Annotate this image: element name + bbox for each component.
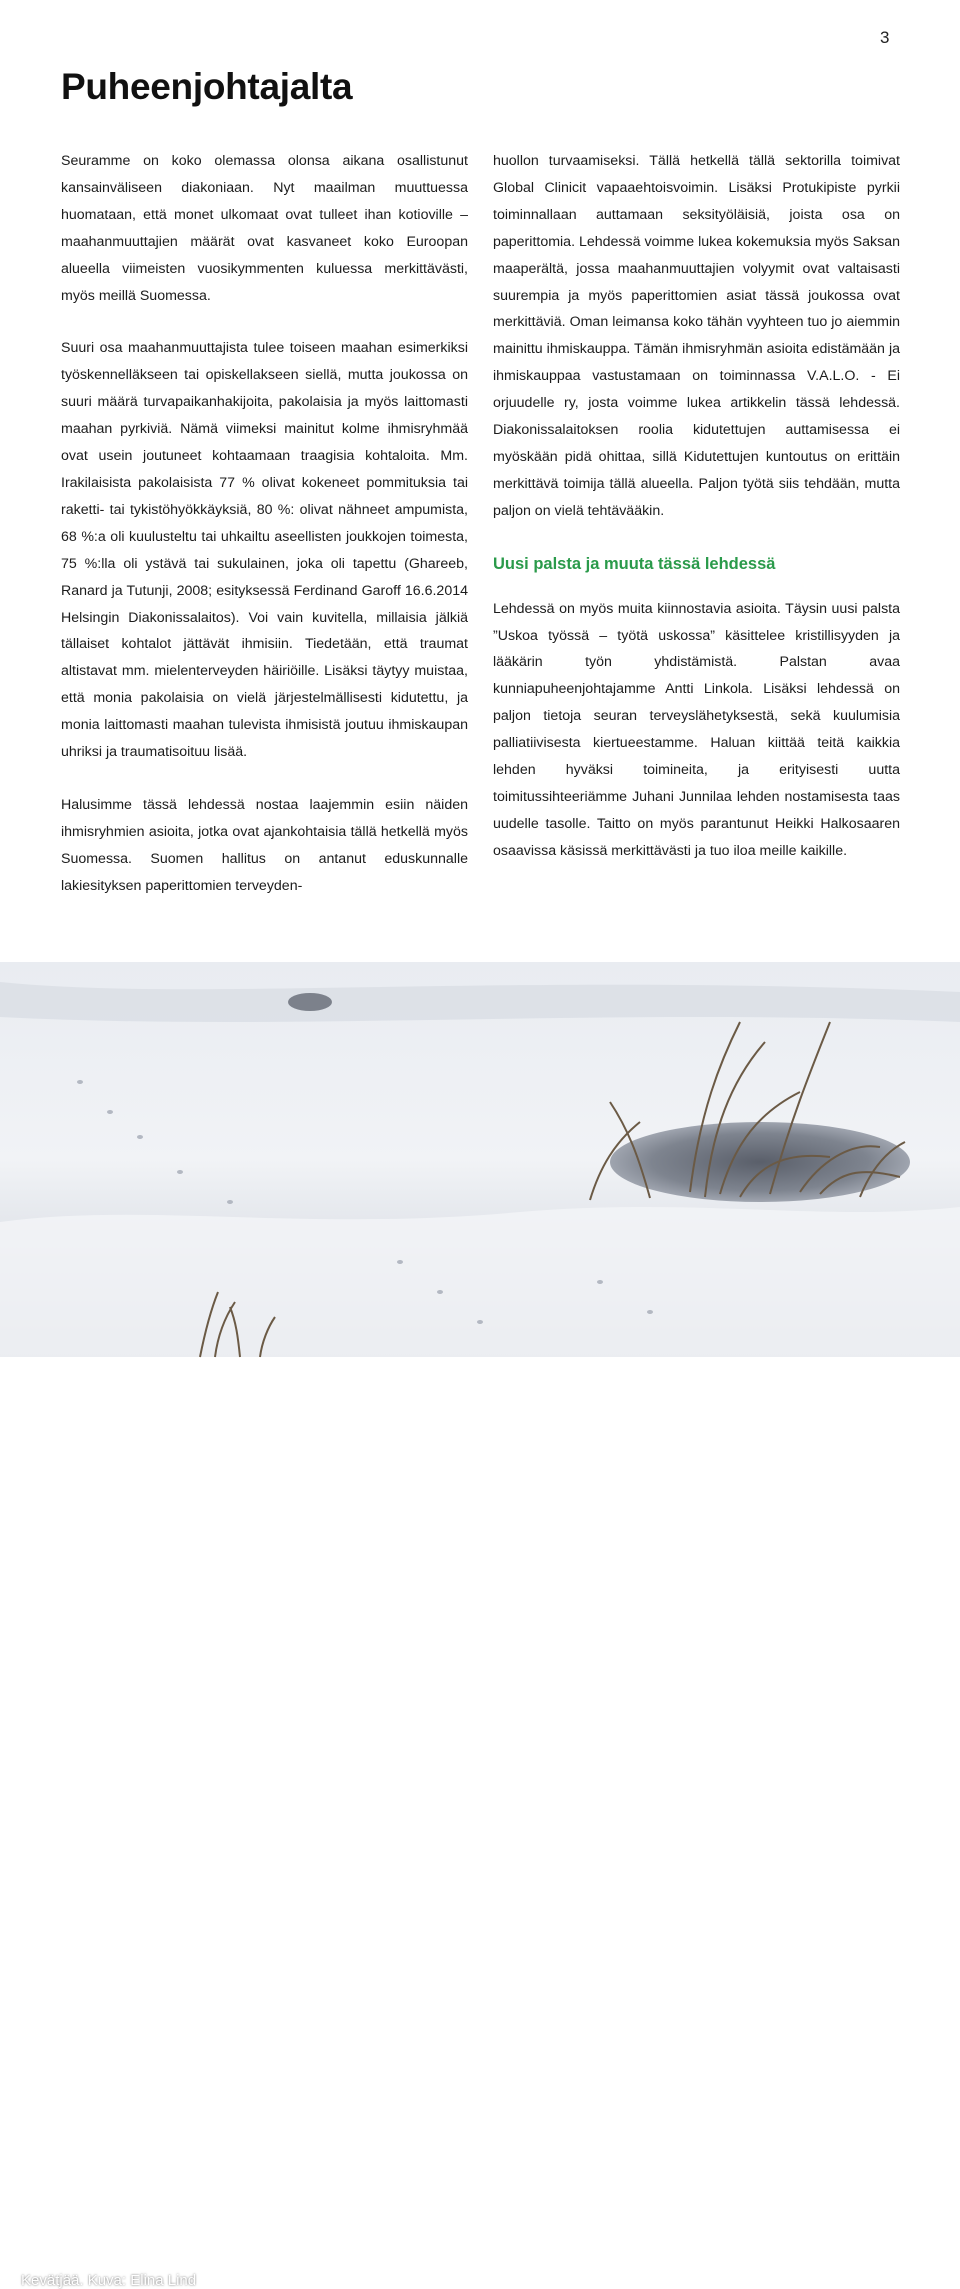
paragraph-continuation: huollon turvaamiseksi. Tällä hetkellä tällä sektorilla toimivat Global Clinicit vapaaehtoisvoimin. Lisäksi Protukipiste pyrkii toiminnallaan auttamaan seksityöläisiä, joista osa on paperittomia. Lehdessä voimme lukea kokemuksia myös Saksan maaperältä, jossa maahanmuuttajien volyymit ovat valtaisasti suurempia ja myös paperittomien asiat tässä joukossa ovat merkittäviä. Oman leimansa koko tähän vyyhteen tuo jo aiemmin mainittu ihmiskauppa. Tämän ihmisryhmän asioita edistämään ja ihmiskauppaa vastustamaan on toiminnassa V.A.L.O. - Ei orjuudelle ry, josta voimme lukea artikkelin tässä lehdessä. Diakonissalaitoksen roolia kidutettujen auttamisessa ei myöskään pidä ohittaa, sillä Kidutettujen kuntoutus on erittäin merkittävä toimija tällä alueella. Paljon työtä siis tehdään, mutta paljon on vielä tehtävääkin. bbox=[493, 153, 900, 519]
paragraph-new-column: Lehdessä on myös muita kiinnostavia asioita. Täysin uusi palsta ”Uskoa työssä – työtä uskossa” käsittelee kristillisyyden ja lääkärin työn yhdistämistä. Palstan avaa kunniapuheenjohtajamme Antti Linkola. Lisäksi lehdessä on paljon tietoja seuran terveyslähetyksestä, sekä kuulumisia palliatiivisesta kiertueestamme. Haluan kiittää teitä kaikkia lehden hyväksi toimineita, ja erityisesti uutta toimitussihteeriämme Juhani Junnilaa lehden nostamisesta taas uudelle tasolle. Taitto on myös parantunut Heikki Halkosaaren osaavissa käsissä merkittävästi ja tuo iloa meille kaikille. bbox=[493, 600, 900, 859]
section-heading: Uusi palsta ja muuta tässä lehdessä bbox=[493, 554, 776, 573]
paragraph-intro: Seuramme on koko olemassa olonsa aikana osallistunut kansainväliseen diakoniaan. Nyt maailman muuttuessa huomataan, että monet ulkomaat ovat tulleet ihan kotioville – maahanmuuttajien määrät ovat kasvaneet koko Euroopan alueella viimeisten vuosikymmenten kuluessa merkittävästi, myös meillä Suomessa. bbox=[61, 153, 468, 304]
page-number: 3 bbox=[880, 28, 890, 47]
photo-caption: Kevätjää. Kuva: Elina Lind bbox=[21, 2272, 197, 2289]
photo-illustration bbox=[0, 962, 960, 1357]
ice-hole bbox=[610, 1122, 910, 1202]
snow-foreground bbox=[0, 1207, 960, 1357]
left-column bbox=[61, 148, 468, 900]
small-ice-patch bbox=[288, 993, 332, 1011]
photo-frozen-pond bbox=[0, 962, 960, 2289]
page-title: Puheenjohtajalta bbox=[61, 66, 353, 107]
paragraph-issue-focus: Halusimme tässä lehdessä nostaa laajemmin esiin näiden ihmisryhmien asioita, jotka ovat ajankohtaisia tällä hetkellä myös Suomessa. Suomen hallitus on antanut eduskunnalle lakiesityksen paperittomien terveyden- bbox=[61, 796, 468, 894]
right-column bbox=[493, 148, 900, 865]
paragraph-refugees: Suuri osa maahanmuuttajista tulee toiseen maahan esimerkiksi työskennelläkseen tai opiskellakseen siellä, mutta joukossa on suuri määrä turvapaikanhakijoita, pakolaisia ja myös laittomasti maahan pyrkiviä. Nämä viimeksi mainitut kolme ihmisryhmää ovat usein joutuneet kohtaamaan traagisia kohtaloita. Mm. Irakilaisista pakolaisista 77 % olivat kokeneet pommituksia tai raketti- tai tykistöhyökkäyksiä, 80 %: olivat nähneet ampumista, 68 %:a oli kuulusteltu tai uhkailtu aseellisten joukkojen toimesta, 75 %:lla oli ystävä tai sukulainen, joka oli tapettu (Ghareeb, Ranard ja Tutunji, 2008; esityksessä Ferdinand Garoff 16.6.2014 Helsingin Diakonissalaitos). Voi vain kuvitella, millaisia jälkiä tällaiset kohtalot jättävät ihmisiin. Tiedetään, että traumat altistavat mm. mielenterveyden häiriöille. Lisäksi täytyy muistaa, että monia pakolaisia on vielä järjestelmällisesti kidutettu, ja monia laittomasti maahan tulevista ihmisistä joutuu ihmiskaupan uhriksi ja traumatisoituu lisää. bbox=[61, 340, 468, 761]
